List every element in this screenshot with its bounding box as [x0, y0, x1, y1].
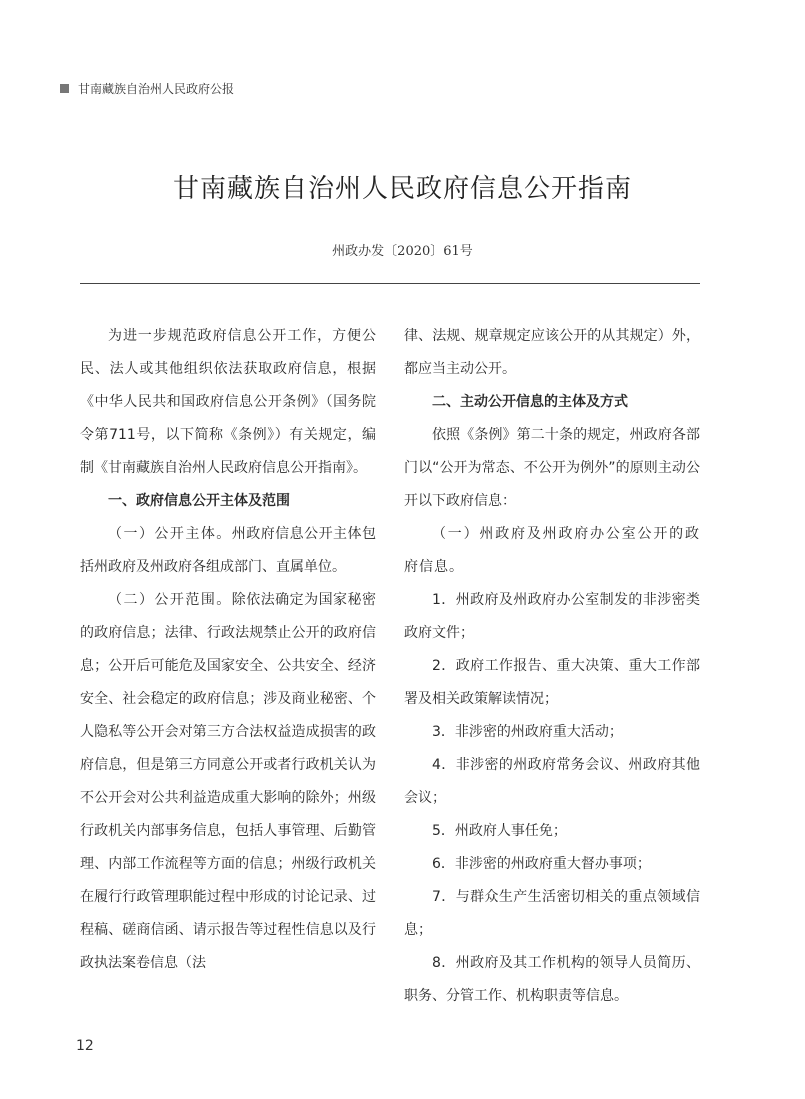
subsection-label: （二）公开范围。	[108, 592, 232, 608]
list-item: 7．与群众生产生活密切相关的重点领域信息；	[404, 889, 700, 938]
subsection-text: 除依法确定为国家秘密的政府信息；法律、行政法规禁止公开的政府信息；公开后可能危及国家安全、公共安全、经济安全、社会稳定的政府信息；涉及商业秘密、个人隐私等公开会对第三方合法权益造成损害的政府信息，但是第三方同意公开或者行政机关认为不公开会对公共利益造成重大影响的除外；州级行政机关内部事务信息，包括人事管理、后勤管理、内部工作流程等方面的信息；州级行政机关在履行行政管理职能过程中形成的讨论记录、过程稿、磋商信函、请示报告等过程性信息以及行政执法案卷信息（法	[80, 592, 377, 971]
list-item: 1．州政府及州政府办公室制发的非涉密类政府文件；	[404, 592, 700, 641]
list-item: 3．非涉密的州政府重大活动；	[432, 724, 623, 740]
document-title: 甘南藏族自治州人民政府信息公开指南	[172, 174, 632, 204]
list-item: 5．州政府人事任免；	[432, 823, 567, 839]
subsection-public-scope	[80, 584, 376, 980]
subsection-label: （一）公开主体。	[108, 526, 232, 542]
header-square-icon	[60, 84, 69, 93]
subsection-text: 州政府信息公开主体包括州政府及州政府各组成部门、直属单位。	[80, 526, 377, 575]
section-heading-2: 二、主动公开信息的主体及方式	[432, 394, 628, 410]
right-column	[404, 320, 700, 1013]
list-item: 2．政府工作报告、重大决策、重大工作部署及相关政策解读情况；	[404, 658, 700, 707]
principle-paragraph: 依照《条例》第二十条的规定，州政府各部门以“公开为常态、不公开为例外”的原则主动公开以下政府信息：	[404, 427, 700, 509]
section-heading-1: 一、政府信息公开主体及范围	[108, 493, 290, 509]
document-number: 州政办发〔2020〕61号	[332, 244, 473, 259]
journal-header	[60, 80, 234, 97]
subsection-public-subject	[80, 518, 376, 584]
continued-paragraph: 律、法规、规章规定应该公开的从其规定）外，都应当主动公开。	[404, 328, 700, 377]
left-column	[80, 320, 376, 980]
page-number: 12	[76, 1038, 94, 1054]
intro-paragraph: 为进一步规范政府信息公开工作，方便公民、法人或其他组织依法获取政府信息，根据《中华人民共和国政府信息公开条例》（国务院令第711号，以下简称《条例》）有关规定，编制《甘南藏族自治州人民政府信息公开指南》。	[80, 328, 376, 476]
subsection-state-government: （一）州政府及州政府办公室公开的政府信息。	[404, 526, 700, 575]
list-item: 6．非涉密的州政府重大督办事项；	[432, 856, 651, 872]
list-item: 8．州政府及其工作机构的领导人员简历、职务、分管工作、机构职责等信息。	[404, 955, 700, 1004]
journal-name: 甘南藏族自治州人民政府公报	[78, 82, 235, 96]
title-divider	[80, 283, 700, 284]
list-item: 4．非涉密的州政府常务会议、州政府其他会议；	[404, 757, 700, 806]
